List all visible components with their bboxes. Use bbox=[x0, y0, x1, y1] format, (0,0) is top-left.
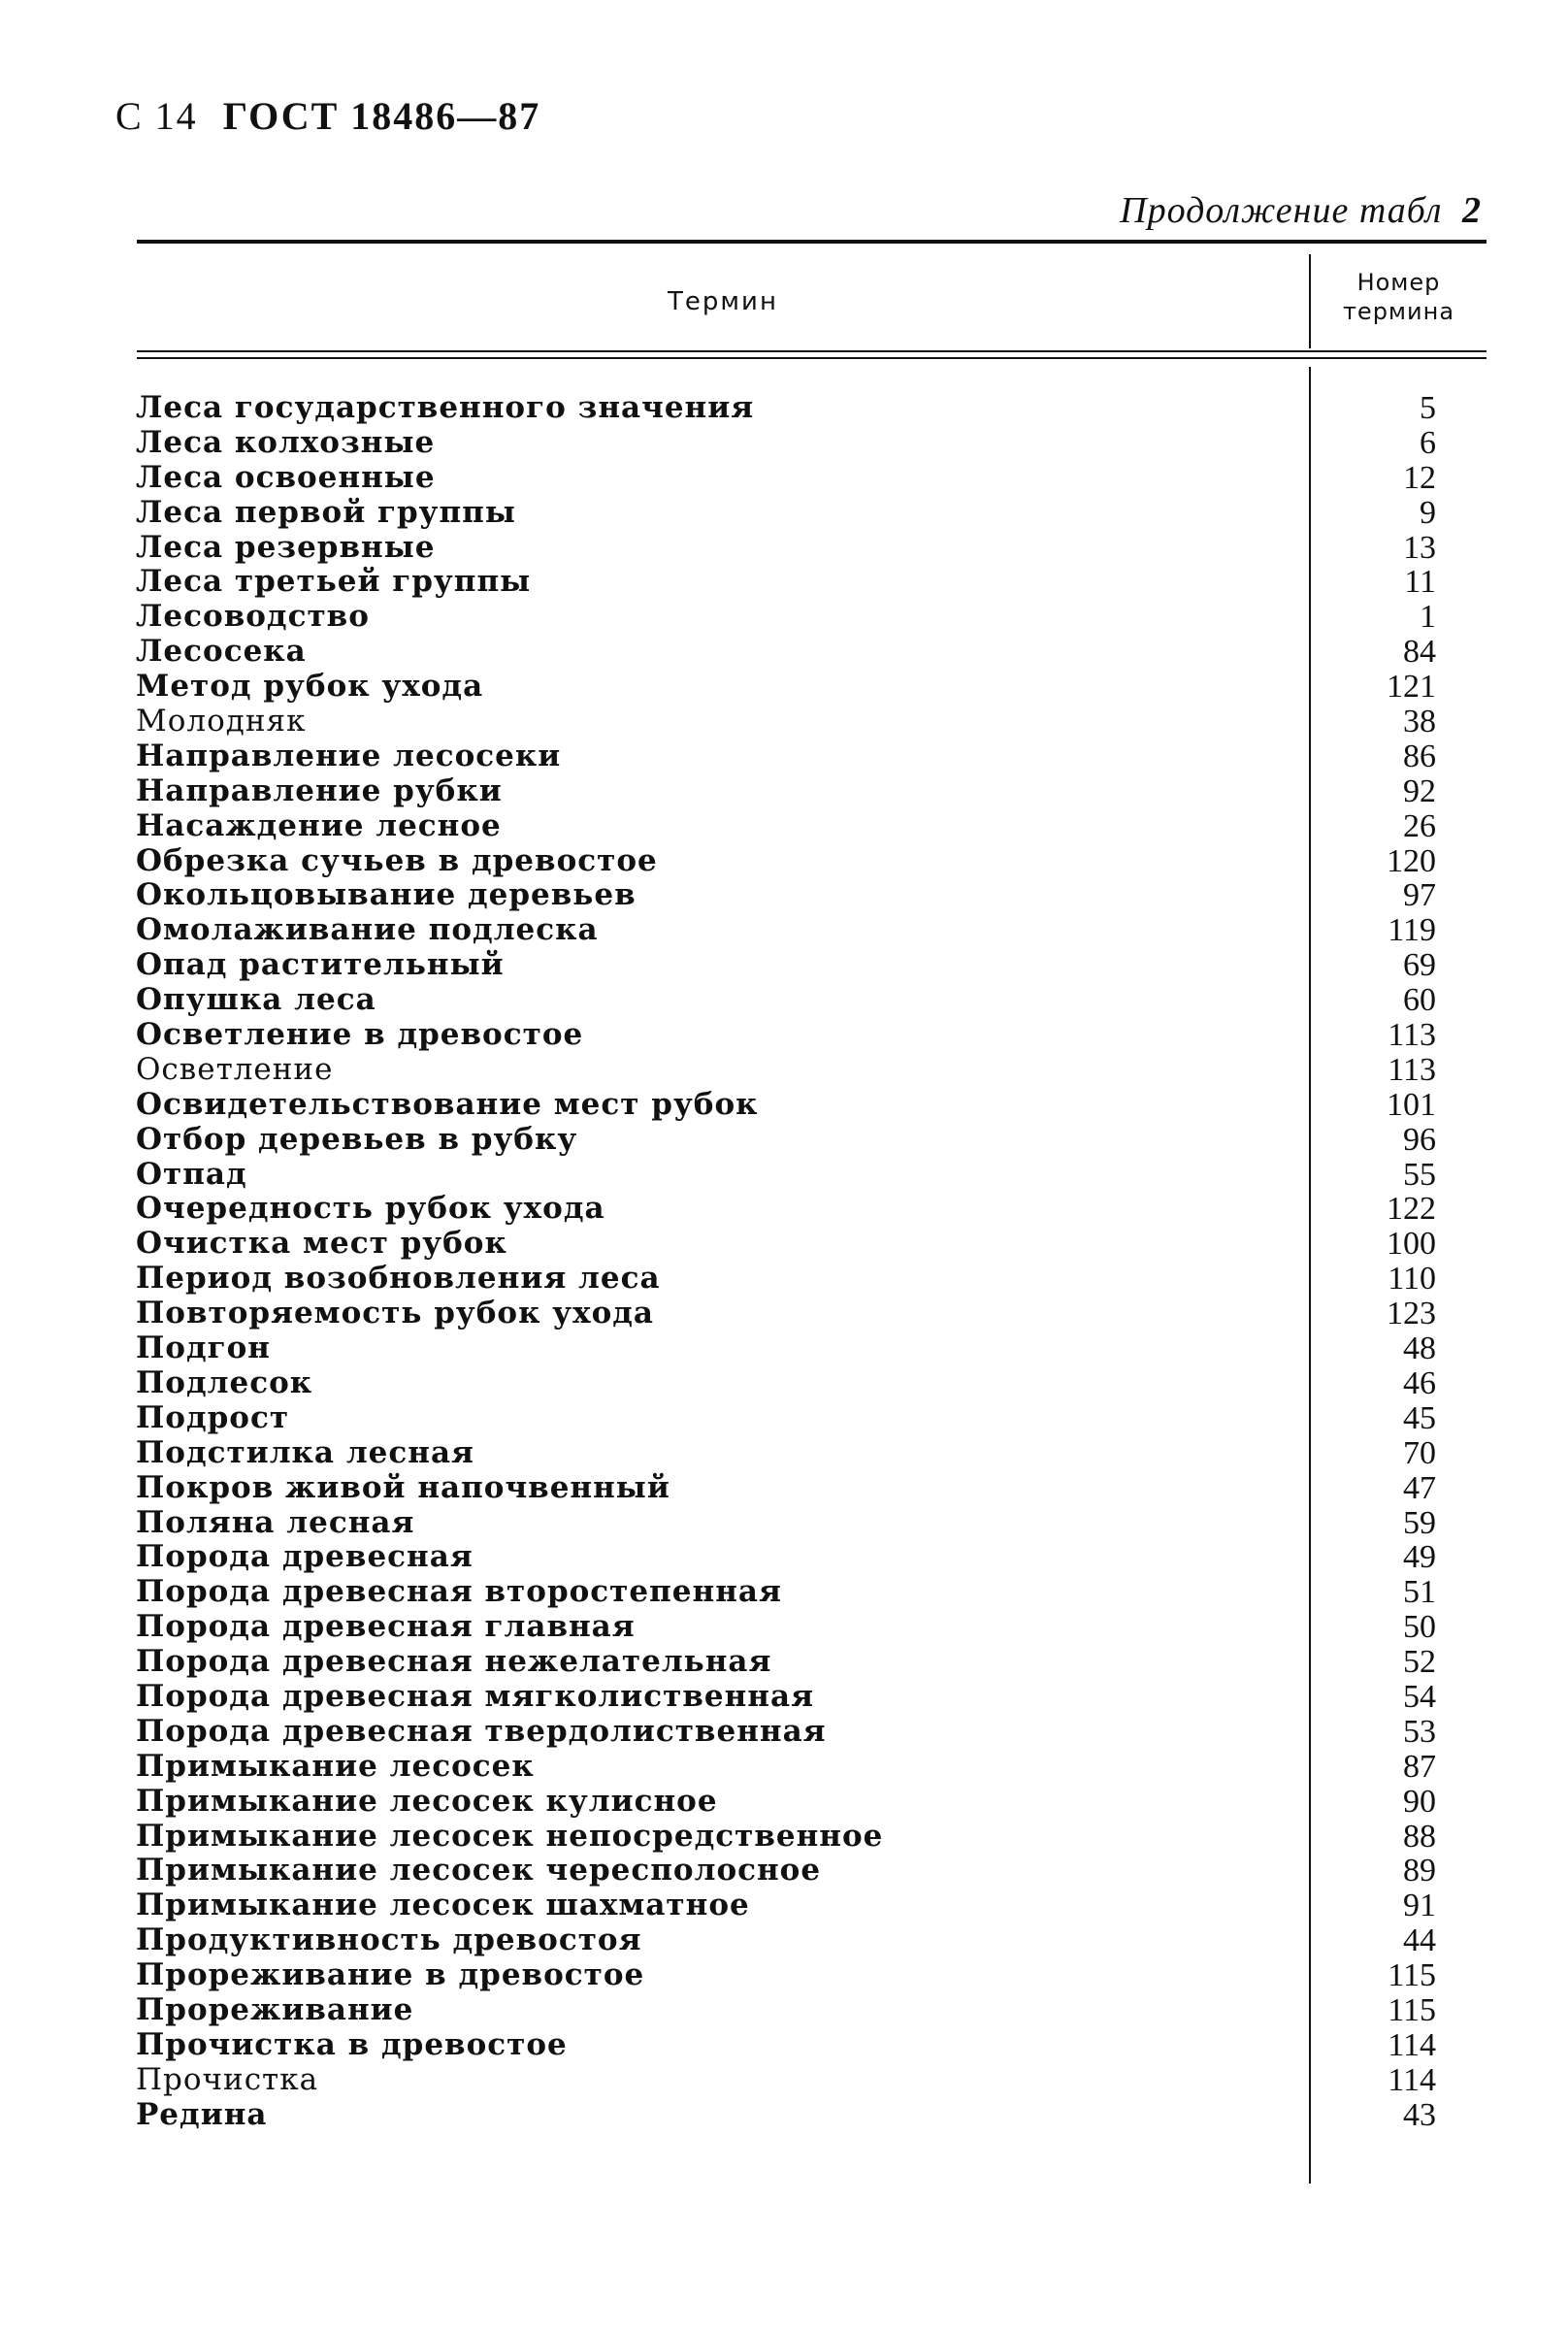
term-cell: Отпад bbox=[136, 1156, 247, 1192]
term-cell: Прореживание в древостое bbox=[136, 1957, 645, 1993]
table-row bbox=[136, 1889, 1436, 1923]
table-top-rule bbox=[137, 240, 1486, 244]
term-number-cell: 119 bbox=[1388, 912, 1436, 949]
term-number-cell: 70 bbox=[1403, 1434, 1436, 1471]
term-cell: Примыкание лесосек кулисное bbox=[136, 1783, 718, 1819]
table-row bbox=[136, 2063, 1436, 2098]
table-row bbox=[136, 1401, 1436, 1436]
table-row bbox=[136, 1506, 1436, 1541]
term-number-cell: 89 bbox=[1403, 1853, 1436, 1889]
table-row bbox=[136, 391, 1436, 426]
table-row bbox=[136, 1993, 1436, 2028]
term-cell: Молодняк bbox=[136, 704, 307, 739]
table-caption bbox=[1120, 189, 1482, 232]
table-row bbox=[136, 1750, 1436, 1785]
term-cell: Освидетельствование мест рубок bbox=[136, 1086, 759, 1122]
table-row bbox=[136, 1262, 1436, 1297]
term-number-cell: 91 bbox=[1403, 1888, 1436, 1924]
table-row bbox=[136, 878, 1436, 913]
term-number-cell: 114 bbox=[1388, 2026, 1436, 2063]
term-number-cell: 88 bbox=[1403, 1818, 1436, 1855]
term-number-cell: 101 bbox=[1387, 1086, 1436, 1123]
term-number-cell: 51 bbox=[1403, 1574, 1436, 1611]
term-cell: Леса колхозные bbox=[136, 424, 436, 460]
term-number-cell: 45 bbox=[1403, 1399, 1436, 1436]
term-number-cell: 69 bbox=[1403, 947, 1436, 984]
term-number-cell: 43 bbox=[1403, 2096, 1436, 2133]
table-row bbox=[136, 1540, 1436, 1575]
term-cell: Порода древесная твердолиственная bbox=[136, 1713, 827, 1749]
term-number-cell: 114 bbox=[1388, 2061, 1436, 2098]
term-number-cell: 86 bbox=[1403, 738, 1436, 774]
table-row bbox=[136, 844, 1436, 879]
table-row bbox=[136, 1436, 1436, 1471]
table-row bbox=[136, 1471, 1436, 1506]
term-number-cell: 26 bbox=[1403, 807, 1436, 844]
table-row bbox=[136, 2028, 1436, 2063]
table-row bbox=[136, 1923, 1436, 1958]
term-cell: Продуктивность древостоя bbox=[136, 1922, 642, 1958]
term-cell: Подлесок bbox=[136, 1364, 313, 1400]
term-cell: Подрост bbox=[136, 1399, 290, 1435]
term-cell: Период возобновления леса bbox=[136, 1261, 661, 1297]
term-number-cell: 48 bbox=[1403, 1330, 1436, 1367]
term-cell: Порода древесная bbox=[136, 1539, 474, 1575]
term-number-cell: 115 bbox=[1388, 1957, 1436, 1994]
column-header-number-line2: термина bbox=[1342, 298, 1455, 325]
term-cell: Опад растительный bbox=[136, 947, 505, 983]
table-row bbox=[136, 670, 1436, 705]
term-cell: Опушка леса bbox=[136, 982, 376, 1018]
term-number-cell: 46 bbox=[1403, 1364, 1436, 1401]
term-cell: Порода древесная главная bbox=[136, 1609, 636, 1645]
term-number-cell: 96 bbox=[1403, 1121, 1436, 1158]
term-cell: Подгон bbox=[136, 1330, 271, 1366]
term-number-cell: 59 bbox=[1403, 1504, 1436, 1541]
term-number-cell: 121 bbox=[1387, 669, 1436, 706]
table-row bbox=[136, 948, 1436, 983]
term-cell: Повторяемость рубок ухода bbox=[136, 1296, 655, 1331]
term-number-cell: 53 bbox=[1403, 1713, 1436, 1750]
table-row bbox=[136, 496, 1436, 531]
term-cell: Лесоводство bbox=[136, 599, 370, 635]
table-row bbox=[136, 1645, 1436, 1680]
table-row bbox=[136, 1785, 1436, 1820]
table-row bbox=[136, 1575, 1436, 1610]
table-row bbox=[136, 1958, 1436, 1993]
term-number-cell: 113 bbox=[1388, 1017, 1436, 1054]
term-number-cell: 55 bbox=[1403, 1156, 1436, 1193]
table-row bbox=[136, 1297, 1436, 1331]
table-row bbox=[136, 1123, 1436, 1158]
term-cell: Осветление в древостое bbox=[136, 1017, 584, 1053]
table-row bbox=[136, 1088, 1436, 1123]
table-caption-text: Продолжение табл bbox=[1120, 190, 1443, 231]
term-cell: Леса резервные bbox=[136, 529, 436, 565]
table-row bbox=[136, 2098, 1436, 2133]
term-cell: Прореживание bbox=[136, 1991, 414, 2027]
term-cell: Обрезка сучьев в древостое bbox=[136, 842, 658, 878]
table-row bbox=[136, 1854, 1436, 1889]
term-cell: Порода древесная нежелательная bbox=[136, 1644, 772, 1680]
table-row bbox=[136, 461, 1436, 496]
term-cell: Прочистка в древостое bbox=[136, 2026, 568, 2062]
header-rule-upper bbox=[137, 350, 1486, 352]
term-cell: Подстилка лесная bbox=[136, 1434, 474, 1470]
table-row bbox=[136, 1820, 1436, 1855]
term-cell: Порода древесная мягколиственная bbox=[136, 1678, 814, 1714]
term-cell: Окольцовывание деревьев bbox=[136, 877, 637, 913]
table-body bbox=[136, 391, 1436, 2133]
term-number-cell: 92 bbox=[1403, 772, 1436, 809]
term-number-cell: 54 bbox=[1403, 1678, 1436, 1715]
term-cell: Отбор деревьев в рубку bbox=[136, 1121, 578, 1157]
term-cell: Осветление bbox=[136, 1051, 334, 1087]
table-row bbox=[136, 1366, 1436, 1401]
term-cell: Леса освоенные bbox=[136, 459, 436, 495]
term-number-cell: 52 bbox=[1403, 1644, 1436, 1681]
table-row bbox=[136, 531, 1436, 566]
term-number-cell: 12 bbox=[1403, 459, 1436, 496]
term-number-cell: 1 bbox=[1420, 599, 1436, 636]
table-row bbox=[136, 565, 1436, 600]
table-row bbox=[136, 913, 1436, 948]
term-cell: Леса первой группы bbox=[136, 494, 516, 530]
table-row bbox=[136, 1053, 1436, 1088]
term-number-cell: 60 bbox=[1403, 982, 1436, 1019]
table-row bbox=[136, 1158, 1436, 1193]
table-row bbox=[136, 1018, 1436, 1053]
term-cell: Примыкание лесосек шахматное bbox=[136, 1888, 750, 1923]
column-header-number bbox=[1311, 268, 1486, 326]
term-cell: Лесосека bbox=[136, 634, 307, 670]
term-number-cell: 122 bbox=[1387, 1191, 1436, 1228]
term-cell: Омолаживание подлеска bbox=[136, 912, 599, 948]
table-row bbox=[136, 1680, 1436, 1715]
term-number-cell: 44 bbox=[1403, 1922, 1436, 1959]
term-cell: Порода древесная второстепенная bbox=[136, 1574, 782, 1610]
table-row bbox=[136, 635, 1436, 670]
term-cell: Покров живой напочвенный bbox=[136, 1469, 670, 1505]
term-number-cell: 120 bbox=[1387, 842, 1436, 879]
table-row bbox=[136, 705, 1436, 739]
standard-designation: ГОСТ 18486—87 bbox=[222, 94, 541, 138]
term-number-cell: 11 bbox=[1404, 564, 1436, 601]
term-cell: Направление лесосеки bbox=[136, 738, 562, 773]
column-header-term: Термин bbox=[668, 287, 778, 316]
term-cell: Направление рубки bbox=[136, 772, 503, 808]
term-cell: Примыкание лесосек bbox=[136, 1748, 535, 1784]
term-number-cell: 90 bbox=[1403, 1783, 1436, 1820]
table-row bbox=[136, 1227, 1436, 1262]
term-number-cell: 50 bbox=[1403, 1609, 1436, 1646]
term-number-cell: 6 bbox=[1420, 424, 1436, 461]
table-row bbox=[136, 426, 1436, 461]
term-cell: Леса государственного значения bbox=[136, 390, 755, 425]
term-number-cell: 49 bbox=[1403, 1539, 1436, 1576]
term-number-cell: 13 bbox=[1403, 529, 1436, 566]
term-cell: Насаждение лесное bbox=[136, 807, 502, 843]
term-number-cell: 5 bbox=[1420, 390, 1436, 426]
term-number-cell: 87 bbox=[1403, 1748, 1436, 1785]
term-cell: Очередность рубок ухода bbox=[136, 1191, 605, 1227]
term-cell: Очистка мест рубок bbox=[136, 1226, 507, 1262]
term-number-cell: 38 bbox=[1403, 704, 1436, 740]
table-row bbox=[136, 809, 1436, 844]
table-row bbox=[136, 1610, 1436, 1645]
term-cell: Прочистка bbox=[136, 2061, 319, 2097]
page-header bbox=[115, 93, 540, 139]
term-cell: Примыкание лесосек чересполосное bbox=[136, 1853, 822, 1889]
term-cell: Поляна лесная bbox=[136, 1504, 415, 1540]
table-row bbox=[136, 1715, 1436, 1750]
page-number: С 14 bbox=[115, 94, 198, 138]
term-number-cell: 113 bbox=[1388, 1051, 1436, 1088]
term-cell: Примыкание лесосек непосредственное bbox=[136, 1818, 884, 1854]
term-cell: Метод рубок ухода bbox=[136, 669, 484, 705]
term-number-cell: 123 bbox=[1387, 1296, 1436, 1332]
term-number-cell: 115 bbox=[1388, 1991, 1436, 2028]
table-row bbox=[136, 983, 1436, 1018]
term-number-cell: 97 bbox=[1403, 877, 1436, 914]
term-number-cell: 47 bbox=[1403, 1469, 1436, 1506]
term-number-cell: 84 bbox=[1403, 634, 1436, 671]
table-row bbox=[136, 739, 1436, 774]
table-caption-number: 2 bbox=[1462, 190, 1482, 231]
term-number-cell: 9 bbox=[1420, 494, 1436, 531]
term-cell: Редина bbox=[136, 2096, 268, 2132]
header-rule-lower bbox=[137, 357, 1486, 359]
table-row bbox=[136, 600, 1436, 635]
table-row bbox=[136, 1331, 1436, 1366]
term-number-cell: 100 bbox=[1387, 1226, 1436, 1263]
table-row bbox=[136, 1192, 1436, 1227]
term-cell: Леса третьей группы bbox=[136, 564, 532, 600]
table-row bbox=[136, 774, 1436, 809]
term-number-cell: 110 bbox=[1388, 1261, 1436, 1297]
column-header-number-line1: Номер bbox=[1356, 269, 1441, 296]
